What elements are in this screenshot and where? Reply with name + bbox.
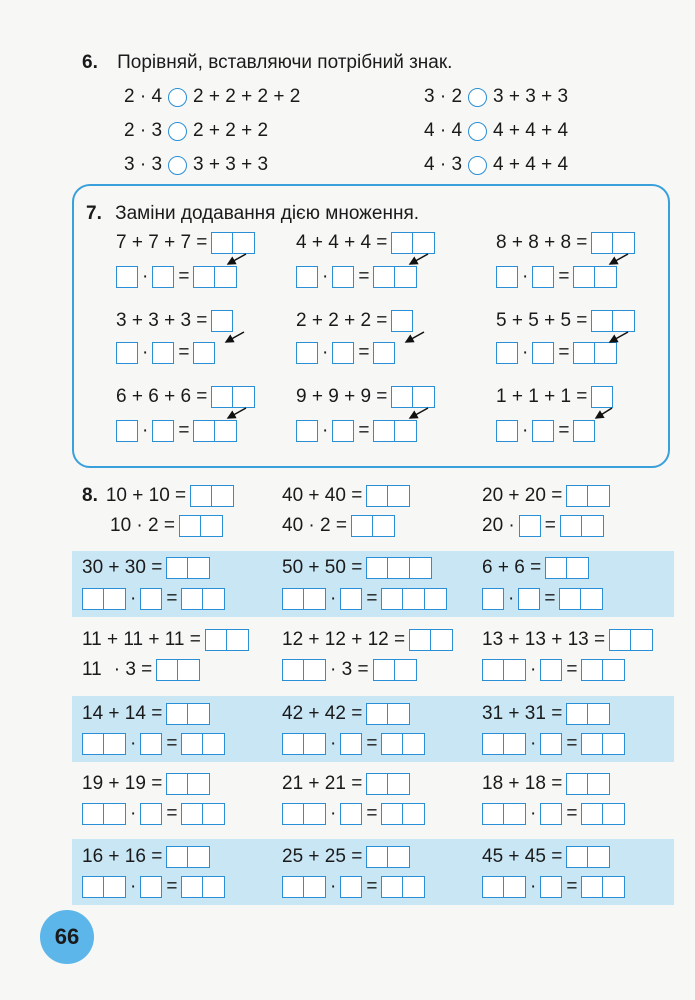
task8-item-2 (282, 485, 410, 507)
eq-sign: = (178, 266, 190, 287)
task7-expr-5: 2 + 2 + 2 = (296, 310, 388, 331)
arrow-icon (596, 408, 612, 418)
task6-number: 6. (82, 52, 98, 73)
task8-mult-5 (282, 588, 447, 610)
product-box[interactable] (581, 876, 625, 898)
task8-sum: 25 + 25 = (282, 846, 363, 867)
eq-sign: = (566, 733, 578, 754)
task8-sum: 19 + 19 = (82, 773, 163, 794)
task8-item-6 (482, 557, 589, 579)
factor-box[interactable] (282, 876, 326, 898)
task8-mult-expr: · 3 = (330, 659, 369, 680)
eq-sign: = (178, 420, 190, 441)
dot-sign: · (508, 588, 515, 609)
task8-sum: 30 + 30 = (82, 557, 163, 578)
task8-mult-1 (110, 515, 223, 537)
task7-expr-2: 4 + 4 + 4 = (296, 232, 388, 253)
task8-item-1 (82, 485, 234, 507)
eq-sign: = (566, 803, 578, 824)
factor-box[interactable] (540, 876, 562, 898)
factor-box[interactable] (82, 803, 126, 825)
task8-mult-9 (482, 659, 625, 681)
task8-mult-14 (282, 803, 425, 825)
task7-expr-9: 1 + 1 + 1 = (496, 386, 588, 407)
task7-expr-1: 7 + 7 + 7 = (116, 232, 208, 253)
factor-box[interactable] (340, 733, 362, 755)
task8-sum: 45 + 45 = (482, 846, 563, 867)
dot-sign: · (130, 733, 137, 754)
factor-box[interactable] (82, 876, 126, 898)
task6-title: Порівняй, вставляючи потрібний знак. (117, 52, 453, 73)
task7-expr-4: 3 + 3 + 3 = (116, 310, 208, 331)
eq-sign: = (358, 420, 370, 441)
answer-box[interactable] (166, 557, 210, 579)
factor-box[interactable] (340, 588, 362, 610)
factor-box[interactable] (482, 659, 526, 681)
product-box[interactable] (581, 803, 625, 825)
task7-number: 7. (86, 203, 102, 224)
dot-sign: · (142, 420, 149, 441)
task8-item-18 (482, 846, 610, 868)
product-box[interactable] (179, 515, 223, 537)
task8-sum: 11 + 11 + 11 = (82, 629, 201, 650)
task8-item-4 (82, 557, 210, 579)
factor-box[interactable] (540, 659, 562, 681)
eq-sign: = (566, 659, 578, 680)
factor-box[interactable] (540, 733, 562, 755)
dot-sign: · (322, 266, 329, 287)
arrow-icon (226, 332, 244, 342)
product-box[interactable] (351, 515, 395, 537)
factor-box[interactable] (282, 659, 326, 681)
answer-box[interactable] (166, 703, 210, 725)
answer-box[interactable] (609, 629, 653, 651)
answer-box[interactable] (409, 629, 453, 651)
product-box[interactable] (373, 659, 417, 681)
task6-right-6: 4 + 4 + 4 (493, 154, 569, 175)
task8-mult-4 (82, 588, 225, 610)
dot-sign: · (142, 266, 149, 287)
task8-sum: 16 + 16 = (82, 846, 163, 867)
task8-mult-expr: 40 · 2 = (282, 515, 347, 536)
factor-box[interactable] (140, 876, 162, 898)
answer-box[interactable] (566, 485, 610, 507)
product-box[interactable] (181, 588, 225, 610)
answer-box[interactable] (566, 703, 610, 725)
task7-title: Заміни додавання дією множення. (115, 203, 420, 224)
answer-box[interactable] (545, 557, 589, 579)
arrow-icon (610, 332, 628, 342)
eq-sign: = (358, 266, 370, 287)
task8-sum: 40 + 40 = (282, 485, 363, 506)
factor-box[interactable] (282, 803, 326, 825)
task8-sum: 13 + 13 + 13 = (482, 629, 606, 650)
eq-sign: = (166, 733, 178, 754)
task6-right-3: 3 + 3 + 3 (193, 154, 269, 175)
factor-box[interactable] (140, 803, 162, 825)
task6-left-3: 3 · 3 (124, 154, 163, 175)
dot-sign: · (530, 659, 537, 680)
factor-box[interactable] (540, 803, 562, 825)
arrow-icon (228, 408, 246, 418)
task8-mult-expr: 10 · 2 = (110, 515, 175, 536)
task8-sum: 18 + 18 = (482, 773, 563, 794)
task8-mult-2 (282, 515, 395, 537)
dot-sign: · (322, 342, 329, 363)
dot-sign: · (330, 733, 337, 754)
product-box[interactable] (560, 515, 604, 537)
product-box[interactable] (181, 876, 225, 898)
arrow-icon (610, 254, 628, 264)
task8-mult-15 (482, 803, 625, 825)
dot-sign: · (130, 876, 137, 897)
task8-mult-17 (282, 876, 425, 898)
task7-expr-8: 9 + 9 + 9 = (296, 386, 388, 407)
page-number-badge: 66 (40, 910, 94, 964)
eq-sign: = (166, 588, 178, 609)
product-box[interactable] (581, 659, 625, 681)
dot-sign: · (522, 342, 529, 363)
eq-sign: = (358, 342, 370, 363)
task8-sum: 21 + 21 = (282, 773, 363, 794)
task6-right-1: 2 + 2 + 2 + 2 (193, 86, 301, 107)
task8-mult-8 (282, 659, 417, 681)
factor-box[interactable] (482, 588, 504, 610)
task8-item-7 (82, 629, 249, 651)
dot-sign: · (142, 342, 149, 363)
task6-right-5: 4 + 4 + 4 (493, 120, 569, 141)
eq-sign: = (558, 266, 570, 287)
task8-number: 8. (82, 485, 98, 506)
dot-sign: · (330, 876, 337, 897)
factor-box[interactable] (282, 588, 326, 610)
dot-sign: · (130, 588, 137, 609)
product-box[interactable] (581, 733, 625, 755)
product-box[interactable] (181, 803, 225, 825)
task7-expr-6: 5 + 5 + 5 = (496, 310, 588, 331)
dot-sign: · (322, 420, 329, 441)
factor-box[interactable] (340, 803, 362, 825)
task8-mult-18 (482, 876, 625, 898)
eq-sign: = (558, 342, 570, 363)
eq-sign: = (544, 588, 556, 609)
product-box[interactable] (156, 659, 200, 681)
product-box[interactable] (381, 588, 447, 610)
dot-sign: · (330, 803, 337, 824)
task8-mult-12 (482, 733, 625, 755)
task6-left-6: 4 · 3 (424, 154, 463, 175)
task6-right-2: 2 + 2 + 2 (193, 120, 269, 141)
task6-left-5: 4 · 4 (424, 120, 463, 141)
factor-box[interactable] (282, 733, 326, 755)
dot-sign: · (522, 420, 529, 441)
answer-box[interactable] (166, 846, 210, 868)
factor-box[interactable] (82, 733, 126, 755)
arrow-icon (406, 332, 424, 342)
task8-sum: 10 + 10 = (105, 485, 187, 506)
eq-sign: = (366, 733, 378, 754)
product-box[interactable] (381, 876, 425, 898)
answer-box[interactable] (366, 703, 410, 725)
eq-sign: = (566, 876, 578, 897)
task8-mult-expr: · 3 = (113, 659, 153, 680)
answer-box[interactable] (366, 485, 410, 507)
task8-mult-16 (82, 876, 225, 898)
task6-left-4: 3 · 2 (424, 86, 463, 107)
task6-right-4: 3 + 3 + 3 (493, 86, 569, 107)
task8-mult-10 (82, 733, 225, 755)
answer-box[interactable] (366, 557, 432, 579)
factor-box[interactable] (340, 876, 362, 898)
task8-item-12 (482, 703, 610, 725)
dot-sign: · (522, 266, 529, 287)
task8-item-16 (82, 846, 210, 868)
task8-item-8 (282, 629, 453, 651)
factor-box[interactable] (482, 803, 526, 825)
product-box[interactable] (381, 733, 425, 755)
task8-item-14 (282, 773, 410, 795)
answer-box[interactable] (205, 629, 249, 651)
eq-sign: = (544, 515, 556, 536)
answer-box[interactable] (566, 773, 610, 795)
task8-mult-6 (482, 588, 603, 610)
product-box[interactable] (381, 803, 425, 825)
answer-box[interactable] (566, 846, 610, 868)
arrow-icon (410, 254, 428, 264)
product-box[interactable] (559, 588, 603, 610)
arrow-icon (228, 254, 246, 264)
task8-sum: 50 + 50 = (282, 557, 363, 578)
task6-left-2: 2 · 3 (124, 120, 163, 141)
factor-box[interactable] (518, 588, 540, 610)
product-box[interactable] (181, 733, 225, 755)
task8-item-10 (82, 703, 210, 725)
eq-sign: = (178, 342, 190, 363)
eq-sign: = (366, 588, 378, 609)
eq-sign: = (366, 803, 378, 824)
task8-item-13 (82, 773, 210, 795)
task8-item-11 (282, 703, 410, 725)
factor-box[interactable] (482, 876, 526, 898)
task8-item-5 (282, 557, 432, 579)
task8-item-3 (482, 485, 610, 507)
factor-box[interactable] (482, 733, 526, 755)
task8-mult-11 (282, 733, 425, 755)
answer-box[interactable] (366, 846, 410, 868)
task8-item-9 (482, 629, 653, 651)
answer-box[interactable] (366, 773, 410, 795)
arrow-icons (0, 0, 695, 470)
factor-box[interactable] (519, 515, 541, 537)
task7-expr-7: 6 + 6 + 6 = (116, 386, 208, 407)
task8-mult-expr: 20 · (482, 515, 515, 536)
task8-sum: 20 + 20 = (482, 485, 563, 506)
task6-left-1: 2 · 4 (124, 86, 163, 107)
task8-sum: 42 + 42 = (282, 703, 363, 724)
dot-sign: · (130, 803, 137, 824)
eq-sign: = (166, 803, 178, 824)
factor-box[interactable] (82, 588, 126, 610)
dot-sign: · (530, 803, 537, 824)
factor-box[interactable] (140, 733, 162, 755)
task7-expr-3: 8 + 8 + 8 = (496, 232, 588, 253)
task8-item-17 (282, 846, 410, 868)
task8-sum: 14 + 14 = (82, 703, 163, 724)
factor-box[interactable] (140, 588, 162, 610)
arrow-icon (410, 408, 428, 418)
dot-sign: · (530, 876, 537, 897)
dot-sign: · (330, 588, 337, 609)
eq-sign: = (366, 876, 378, 897)
answer-box[interactable] (166, 773, 210, 795)
task8-sum: 6 + 6 = (482, 557, 542, 578)
task8-sum: 12 + 12 + 12 = (282, 629, 406, 650)
task8-mult-13 (82, 803, 225, 825)
task8-sum: 31 + 31 = (482, 703, 563, 724)
dot-sign: · (530, 733, 537, 754)
eq-sign: = (558, 420, 570, 441)
eq-sign: = (166, 876, 178, 897)
answer-box[interactable] (190, 485, 234, 507)
task8-mult-3 (482, 515, 604, 537)
task8-item-15 (482, 773, 610, 795)
task8-mult-7 (82, 659, 200, 681)
task8-mult-expr: 11 (82, 659, 102, 680)
